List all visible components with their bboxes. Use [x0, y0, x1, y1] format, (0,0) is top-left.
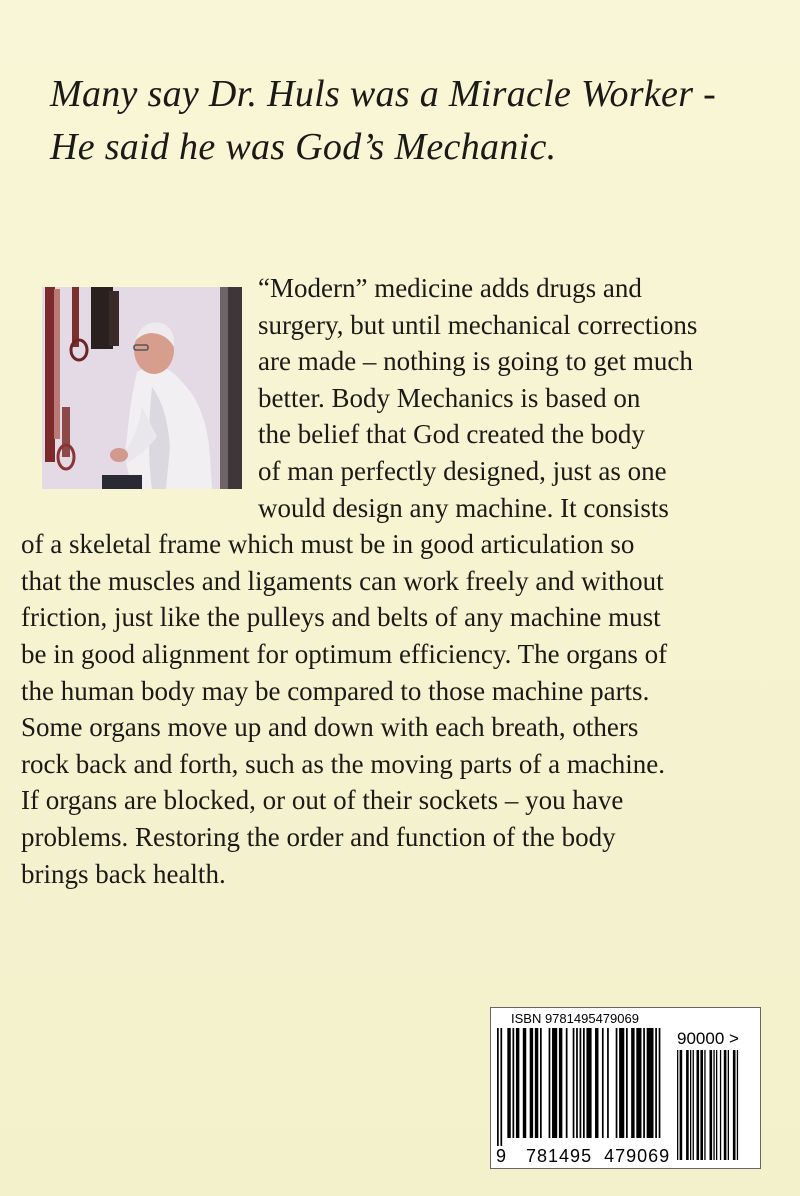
barcode-bar	[710, 1050, 713, 1160]
addon-barcode-bars	[675, 1050, 745, 1162]
barcode-bar	[516, 1028, 519, 1138]
barcode-bar	[552, 1028, 557, 1138]
barcode-bar	[686, 1050, 689, 1160]
barcode-bar	[655, 1028, 657, 1138]
barcode-bar	[728, 1050, 729, 1160]
barcode-bar	[595, 1028, 598, 1138]
description-line: be in good alignment for optimum efficiency. The organs of	[21, 638, 668, 669]
isbn-barcode	[490, 1007, 761, 1169]
description-line: brings back health.	[21, 858, 226, 889]
barcode-bar	[700, 1050, 703, 1160]
barcode-bar	[573, 1028, 575, 1138]
barcode-bar	[697, 1050, 700, 1160]
barcode-digit-first: 9	[496, 1146, 507, 1166]
description-line: the human body may be compared to those machine parts.	[21, 675, 650, 706]
description-line: that the muscles and ligaments can work freely and without	[21, 565, 664, 596]
description-line: rock back and forth, such as the moving parts of a machine.	[21, 748, 666, 779]
barcode-bar	[720, 1050, 721, 1160]
barcode-bar	[586, 1028, 591, 1138]
barcode-bar	[497, 1028, 499, 1146]
barcode-bar	[602, 1028, 604, 1138]
barcode-bar	[559, 1028, 562, 1138]
isbn-label: ISBN 9781495479069	[511, 1011, 639, 1026]
barcode-bar	[636, 1028, 641, 1138]
barcode-digit-group-1: 781495	[526, 1146, 593, 1166]
barcode-bar	[704, 1050, 705, 1160]
barcode-bar	[643, 1028, 645, 1138]
description-line: “Modern” medicine adds drugs and	[258, 273, 642, 303]
description-line: of a skeletal frame which must be in good articulation so	[21, 529, 635, 560]
tagline-line-2: He said he was God’s Mechanic.	[50, 126, 557, 168]
barcode-bar	[693, 1050, 694, 1160]
barcode-digits	[495, 1146, 671, 1167]
tagline-line-1: Many say Dr. Huls was a Miracle Worker -	[50, 73, 717, 115]
barcode-bar	[724, 1050, 727, 1160]
barcode-bar	[713, 1050, 714, 1160]
description-line: friction, just like the pulleys and belts of any machine must	[21, 602, 661, 633]
barcode-bar	[523, 1028, 526, 1138]
description-line: surgery, but until mechanical corrections	[258, 309, 698, 340]
description-line: would design any machine. It consists	[258, 492, 669, 523]
description-line: better. Body Mechanics is based on	[258, 382, 641, 413]
barcode-bar	[500, 1028, 502, 1146]
barcode-bar	[626, 1028, 628, 1138]
barcode-bar	[530, 1028, 533, 1138]
barcode-bar	[535, 1028, 538, 1138]
barcode-bar	[733, 1050, 736, 1160]
barcode-bar	[647, 1028, 654, 1138]
description-line: are made – nothing is going to get much	[258, 346, 693, 377]
barcode-bar	[566, 1028, 568, 1138]
description-line: Some organs move up and down with each breath, others	[21, 712, 639, 743]
barcode-bar	[677, 1050, 678, 1160]
tagline	[50, 68, 790, 174]
barcode-bar	[659, 1028, 661, 1138]
barcode-bar	[631, 1028, 634, 1138]
price-code: 90000 >	[677, 1029, 739, 1048]
barcode-bar	[619, 1028, 624, 1138]
barcode-bar	[576, 1028, 578, 1138]
description-line: If organs are blocked, or out of their sockets – you have	[21, 785, 624, 816]
barcode-bar	[616, 1028, 618, 1138]
ean-barcode-bars	[495, 1028, 667, 1160]
barcode-bar	[690, 1050, 691, 1160]
barcode-bar	[737, 1050, 738, 1160]
barcode-digit-group-2: 479069	[604, 1146, 671, 1166]
barcode-bar	[549, 1028, 551, 1138]
barcode-bar	[580, 1028, 582, 1138]
barcode-bar	[680, 1050, 683, 1160]
description-line: problems. Restoring the order and function of the body	[21, 821, 616, 852]
description-line: of man perfectly designed, just as one	[258, 455, 667, 486]
description-line: the belief that God created the body	[258, 419, 645, 450]
barcode-bar	[512, 1028, 514, 1138]
barcode-bar	[507, 1028, 510, 1138]
barcode-bar	[716, 1050, 717, 1160]
barcode-bar	[607, 1028, 609, 1138]
barcode-bar	[583, 1028, 585, 1138]
barcode-bar	[540, 1028, 542, 1138]
description-text	[21, 270, 761, 892]
